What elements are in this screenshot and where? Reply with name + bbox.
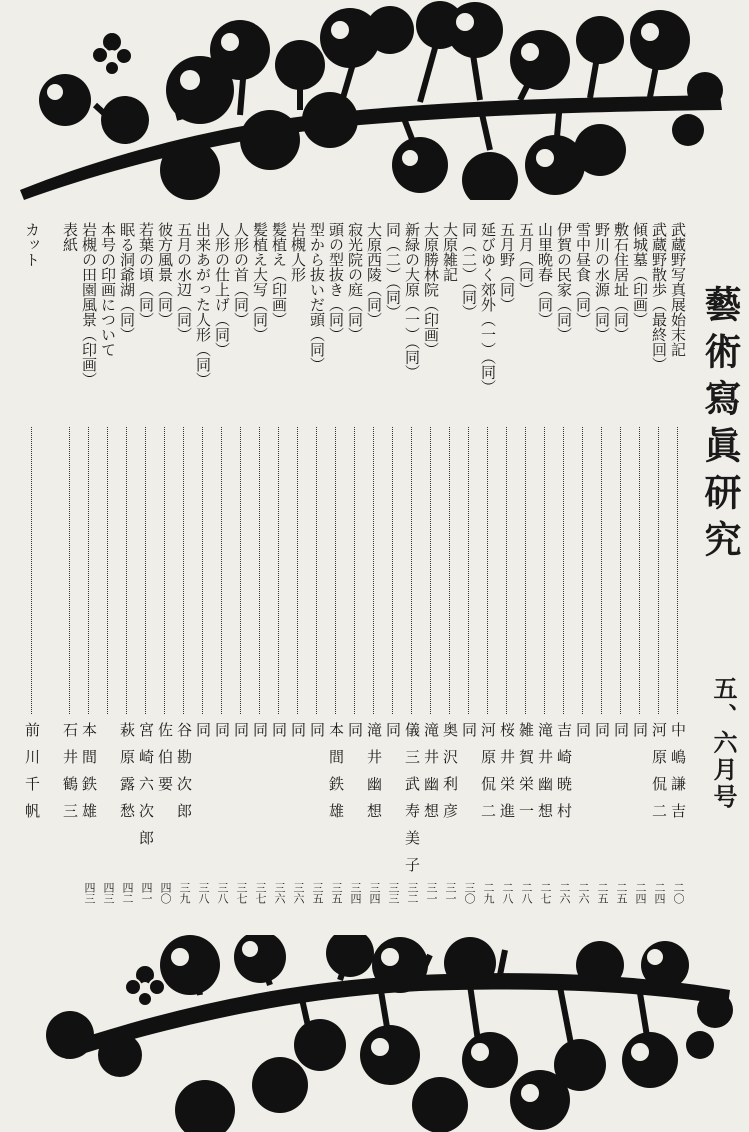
entry-page: 四二 bbox=[121, 882, 134, 904]
entry-title: 寂光院の庭（同） bbox=[346, 222, 364, 342]
dot-leader bbox=[449, 427, 450, 714]
entry-title: 彼方風景（同） bbox=[156, 222, 174, 327]
entry-author: 吉崎暁村 bbox=[555, 722, 573, 830]
entry-title: 人形の仕上げ（同） bbox=[213, 222, 231, 357]
toc-entry bbox=[345, 222, 365, 912]
entry-page: 二七 bbox=[539, 882, 552, 904]
toc-entry bbox=[630, 222, 650, 912]
toc-entry bbox=[231, 222, 251, 912]
entry-title: 本号の印画について bbox=[99, 222, 117, 357]
toc-entry bbox=[174, 222, 194, 912]
toc-entry bbox=[649, 222, 669, 912]
toc-entry bbox=[307, 222, 327, 912]
dot-leader bbox=[525, 427, 526, 714]
dot-leader bbox=[31, 427, 32, 714]
entry-page: 三六 bbox=[273, 882, 286, 904]
entry-title: 人形の首（同） bbox=[232, 222, 250, 327]
entry-author: 佐伯要 bbox=[156, 722, 174, 803]
entry-title: 若葉の頃（同） bbox=[137, 222, 155, 327]
entry-page: 三〇 bbox=[463, 882, 476, 904]
entry-title: 表紙 bbox=[61, 222, 79, 252]
entry-page: 三四 bbox=[368, 882, 381, 904]
entry-page: 二四 bbox=[653, 882, 666, 904]
entry-title: 岩槻人形 bbox=[289, 222, 307, 282]
toc-entry bbox=[535, 222, 555, 912]
dot-leader bbox=[677, 427, 678, 714]
toc-entry bbox=[269, 222, 289, 912]
magazine-title: 藝術寫眞研究 bbox=[698, 285, 742, 567]
entry-page: 二八 bbox=[501, 882, 514, 904]
toc-entry bbox=[497, 222, 517, 912]
dot-leader bbox=[88, 427, 89, 714]
entry-author: 中嶋謙吉 bbox=[669, 722, 687, 830]
entry-author: 宮崎六次郎 bbox=[137, 722, 155, 857]
entry-title: 同（二）（同） bbox=[384, 222, 402, 320]
entry-page: 三六 bbox=[292, 882, 305, 904]
entry-title: 五月（同） bbox=[517, 222, 535, 297]
dot-leader bbox=[563, 427, 564, 714]
entry-title: 大原勝林院（印画） bbox=[422, 222, 440, 357]
entry-author: 同 bbox=[346, 722, 364, 749]
entry-page: 三九 bbox=[178, 882, 191, 904]
dot-leader bbox=[354, 427, 355, 714]
toc-entry bbox=[383, 222, 403, 912]
toc-entry bbox=[98, 222, 118, 912]
toc-entry bbox=[250, 222, 270, 912]
dot-leader bbox=[373, 427, 374, 714]
entry-author: 滝井幽想 bbox=[536, 722, 554, 830]
entry-page: 四〇 bbox=[159, 882, 172, 904]
toc-entry bbox=[611, 222, 631, 912]
dot-leader bbox=[69, 427, 70, 714]
toc-entry bbox=[478, 222, 498, 912]
entry-author: 河原侃二 bbox=[479, 722, 497, 830]
entry-author: 河原侃二 bbox=[650, 722, 668, 830]
entry-title: 大原雑記 bbox=[441, 222, 459, 282]
issue-label: 五、六月号 bbox=[709, 676, 738, 811]
toc-entry bbox=[117, 222, 137, 912]
entry-title: 五月野（同） bbox=[498, 222, 516, 312]
toc-entry bbox=[212, 222, 232, 912]
toc-entry bbox=[364, 222, 384, 912]
entry-author: 同 bbox=[232, 722, 250, 749]
dot-leader bbox=[544, 427, 545, 714]
entry-title: 五月の水辺（同） bbox=[175, 222, 193, 342]
entry-author: 本間鉄雄 bbox=[327, 722, 345, 830]
entry-title: 延びゆく郊外（一）（同） bbox=[479, 222, 497, 395]
toc-entry bbox=[421, 222, 441, 912]
dot-leader bbox=[639, 427, 640, 714]
entry-title: 武蔵野写真展始末記 bbox=[669, 222, 687, 357]
entry-page: 三八 bbox=[197, 882, 210, 904]
dot-leader bbox=[658, 427, 659, 714]
entry-page: 三一 bbox=[444, 882, 457, 904]
dot-leader bbox=[506, 427, 507, 714]
entry-page: 三七 bbox=[235, 882, 248, 904]
entry-title: 武蔵野散歩（最終回） bbox=[650, 222, 668, 372]
entry-author: 雑賀栄一 bbox=[517, 722, 535, 830]
entry-title: 型から抜いだ頭（同） bbox=[308, 222, 326, 372]
entry-author: 同 bbox=[460, 722, 478, 749]
dot-leader bbox=[620, 427, 621, 714]
dot-leader bbox=[259, 427, 260, 714]
dot-leader bbox=[183, 427, 184, 714]
entry-page: 三七 bbox=[254, 882, 267, 904]
berry-branch-woodcut-top bbox=[0, 0, 749, 200]
entry-author: 石井鶴三 bbox=[61, 722, 79, 830]
dot-leader bbox=[202, 427, 203, 714]
entry-author: 同 bbox=[251, 722, 269, 749]
dot-leader bbox=[164, 427, 165, 714]
entry-page: 二〇 bbox=[672, 882, 685, 904]
toc-entry bbox=[60, 222, 80, 912]
entry-author: 谷勘次郎 bbox=[175, 722, 193, 830]
entry-author: 桜井栄進 bbox=[498, 722, 516, 830]
dot-leader bbox=[582, 427, 583, 714]
toc-entry bbox=[573, 222, 593, 912]
entry-title: 雪中昼食（同） bbox=[574, 222, 592, 327]
entry-author: 同 bbox=[289, 722, 307, 749]
dot-leader bbox=[335, 427, 336, 714]
dot-leader bbox=[468, 427, 469, 714]
dot-leader bbox=[601, 427, 602, 714]
toc-entry bbox=[136, 222, 156, 912]
entry-page: 四三 bbox=[102, 882, 115, 904]
entry-author: 儀三武寿美子 bbox=[403, 722, 421, 884]
toc-entry bbox=[193, 222, 213, 912]
entry-author: 滝井幽想 bbox=[365, 722, 383, 830]
dot-leader bbox=[126, 427, 127, 714]
berry-branch-woodcut-bottom bbox=[0, 935, 749, 1132]
dot-leader bbox=[411, 427, 412, 714]
entry-title: 同（二）（同） bbox=[460, 222, 478, 320]
entry-author: 本間鉄雄 bbox=[80, 722, 98, 830]
entry-title: 岩槻の田園風景（印画） bbox=[80, 222, 98, 387]
toc-entry bbox=[592, 222, 612, 912]
entry-author: 同 bbox=[593, 722, 611, 749]
entry-title: 野川の水源（同） bbox=[593, 222, 611, 342]
entry-page: 四三 bbox=[83, 882, 96, 904]
entry-author: 同 bbox=[270, 722, 288, 749]
toc-entry bbox=[459, 222, 479, 912]
toc-entry bbox=[326, 222, 346, 912]
entry-author: 同 bbox=[574, 722, 592, 749]
entry-page: 二五 bbox=[596, 882, 609, 904]
entry-author: 同 bbox=[384, 722, 402, 749]
toc-entry bbox=[155, 222, 175, 912]
entry-title: 大原西陵（同） bbox=[365, 222, 383, 327]
entry-title: 新緑の大原（一）（同） bbox=[403, 222, 421, 380]
entry-title: 眠る洞爺湖（同） bbox=[118, 222, 136, 342]
dot-leader bbox=[278, 427, 279, 714]
entry-page: 三二 bbox=[406, 882, 419, 904]
entry-title: 髪植え（印画） bbox=[270, 222, 288, 327]
entry-title: 髪植え大写（同） bbox=[251, 222, 269, 342]
entry-author: 同 bbox=[308, 722, 326, 749]
entry-page: 三五 bbox=[330, 882, 343, 904]
entry-page: 三八 bbox=[216, 882, 229, 904]
dot-leader bbox=[316, 427, 317, 714]
entry-author: 同 bbox=[213, 722, 231, 749]
entry-author: 萩原露愁 bbox=[118, 722, 136, 830]
entry-title: カット bbox=[23, 222, 41, 267]
entry-page: 二九 bbox=[482, 882, 495, 904]
toc-entry bbox=[79, 222, 99, 912]
entry-title: 頭の型抜き（同） bbox=[327, 222, 345, 342]
entry-page: 三一 bbox=[425, 882, 438, 904]
entry-title: 敷石住居址（同） bbox=[612, 222, 630, 342]
toc-entry bbox=[668, 222, 688, 912]
entry-page: 三五 bbox=[311, 882, 324, 904]
toc-entry bbox=[402, 222, 422, 912]
entry-title: 出来あがった人形（同） bbox=[194, 222, 212, 387]
toc-entry bbox=[554, 222, 574, 912]
toc-entry bbox=[440, 222, 460, 912]
entry-title: 傾城墓（印画） bbox=[631, 222, 649, 327]
entry-page: 二五 bbox=[615, 882, 628, 904]
entry-author: 同 bbox=[194, 722, 212, 749]
dot-leader bbox=[145, 427, 146, 714]
entry-author: 滝井幽想 bbox=[422, 722, 440, 830]
entry-page: 四一 bbox=[140, 882, 153, 904]
entry-page: 二六 bbox=[577, 882, 590, 904]
entry-page: 二四 bbox=[634, 882, 647, 904]
entry-author: 同 bbox=[612, 722, 630, 749]
dot-leader bbox=[487, 427, 488, 714]
entry-title: 山里晩春（同） bbox=[536, 222, 554, 327]
toc-entry bbox=[22, 222, 42, 912]
dot-leader bbox=[107, 427, 108, 714]
toc-entry bbox=[516, 222, 536, 912]
dot-leader bbox=[297, 427, 298, 714]
entry-author: 奥沢利彦 bbox=[441, 722, 459, 830]
entry-title: 伊賀の民家（同） bbox=[555, 222, 573, 342]
dot-leader bbox=[392, 427, 393, 714]
toc-entry bbox=[288, 222, 308, 912]
dot-leader bbox=[221, 427, 222, 714]
entry-page: 三三 bbox=[387, 882, 400, 904]
entry-page: 二六 bbox=[558, 882, 571, 904]
dot-leader bbox=[430, 427, 431, 714]
entry-author: 前川千帆 bbox=[23, 722, 41, 830]
entry-page: 二八 bbox=[520, 882, 533, 904]
entry-page: 三四 bbox=[349, 882, 362, 904]
entry-author: 同 bbox=[631, 722, 649, 749]
dot-leader bbox=[240, 427, 241, 714]
